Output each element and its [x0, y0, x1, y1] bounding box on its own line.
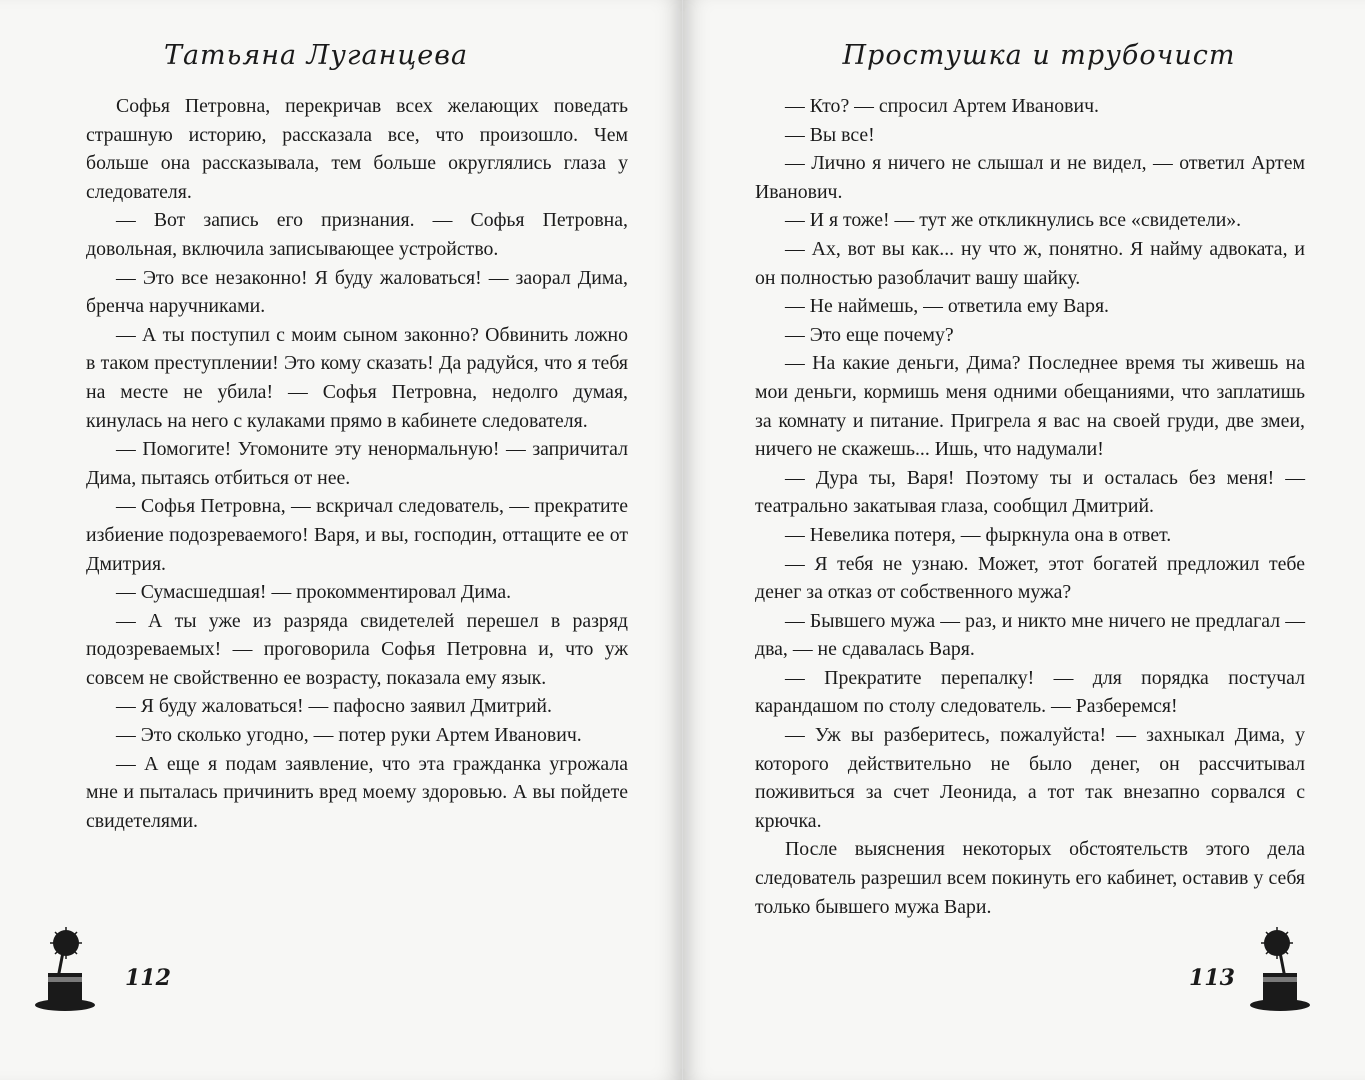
paragraph: — Софья Петровна, — вскричал следователь, — прекратите избиение подозреваемого! Варя, и вы, господин, оттащите ее от Дмитрия.: [86, 495, 628, 575]
paragraph: — Лично я ничего не слышал и не видел, — ответил Артем Иванович.: [755, 152, 1305, 203]
paragraph: После выяснения некоторых обстоятельств этого дела следователь разрешил всем покинуть его кабинет, оставив у себя только бывшего мужа Вари.: [755, 838, 1305, 918]
paragraph: — Прекратите перепалку! — для порядка постучал карандашом по столу следователь. — Разберемся!: [755, 666, 1305, 718]
page-number: 112: [125, 965, 171, 991]
paragraph: — Это сколько угодно, — потер руки Артем Иванович.: [116, 724, 582, 747]
paragraph: — Помогите! Угомоните эту ненормальную! — запричитал Дима, пытаясь отбиться от нее.: [86, 438, 628, 489]
left-page-text: [86, 92, 628, 835]
paragraph: — Бывшего мужа — раз, и никто мне ничего не предлагал — два, — не сдавалась Варя.: [755, 609, 1305, 661]
right-page: [683, 0, 1365, 1080]
paragraph: — Это еще почему?: [785, 323, 954, 346]
paragraph: — Невелика потеря, — фыркнула она в ответ.: [785, 523, 1172, 546]
paragraph: — Кто? — спросил Артем Иванович.: [785, 95, 1099, 117]
paragraph: — На какие деньги, Дима? Последнее время ты живешь на мои деньги, кормишь меня одними обещаниями, что заплатишь за комнату и питание. Пригрела я вас на своей груди, две змеи, ничего не скажешь... Ишь, что надумали!: [755, 352, 1305, 461]
left-page: [0, 0, 682, 1080]
paragraph: — Я тебя не узнаю. Может, этот богатей предложил тебе денег за отказ от собственного мужа?: [755, 552, 1305, 604]
running-header-author: Татьяна Луганцева: [163, 40, 469, 71]
right-page-text: [755, 92, 1305, 921]
paragraph: — И я тоже! — тут же откликнулись все «свидетели».: [785, 209, 1242, 232]
paragraph: — А еще я подам заявление, что эта гражданка угрожала мне и пыталась причинить вред моему здоровью. А вы пойдете свидетелями.: [86, 752, 628, 832]
paragraph: — Я буду жаловаться! — пафосно заявил Дмитрий.: [116, 695, 552, 718]
paragraph: — Ах, вот вы как... ну что ж, понятно. Я найму адвоката, и он полностью разоблачит вашу шайку.: [755, 237, 1305, 289]
paragraph: — Вы все!: [785, 123, 875, 146]
paragraph: — А ты уже из разряда свидетелей перешел в разряд подозреваемых! — проговорила Софья Петровна и, что уж совсем не свойственно ее возрасту, показала ему язык.: [86, 609, 628, 689]
paragraph: — Уж вы разберитесь, пожалуйста! — захныкал Дима, у которого действительно не было денег, он рассчитывал поживиться за счет Леонида, а тот так внезапно сорвался с крючка.: [755, 724, 1305, 832]
page-number: 113: [1189, 965, 1235, 991]
paragraph: — Вот запись его признания. — Софья Петровна, довольная, включила записывающее устройство.: [86, 209, 628, 260]
paragraph: — Это все незаконно! Я буду жаловаться! — заорал Дима, бренча наручниками.: [86, 266, 628, 318]
running-header-title: Простушка и трубочист: [842, 40, 1236, 71]
paragraph: Софья Петровна, перекричав всех желающих поведать страшную историю, рассказала все, что произошло. Чем больше она рассказывала, тем больше округлялись глаза у следователя.: [86, 95, 628, 203]
paragraph: — Дура ты, Варя! Поэтому ты и осталась без меня! — театрально закатывая глаза, сообщил Дмитрий.: [755, 466, 1305, 518]
paragraph: — Не наймешь, — ответила ему Варя.: [785, 295, 1110, 318]
paragraph: — А ты поступил с моим сыном законно? Обвинить ложно в таком преступлении! Это кому сказать! Да радуйся, что я тебя на месте не убила! — Софья Петровна, недолго думая, кинулась на него с кулаками прямо в кабинете следователя.: [86, 323, 628, 432]
chimney-sweep-hat-brush-icon: [22, 925, 102, 1015]
paragraph: — Сумасшедшая! — прокомментировал Дима.: [116, 581, 512, 604]
chimney-sweep-hat-brush-icon: [1243, 925, 1323, 1015]
